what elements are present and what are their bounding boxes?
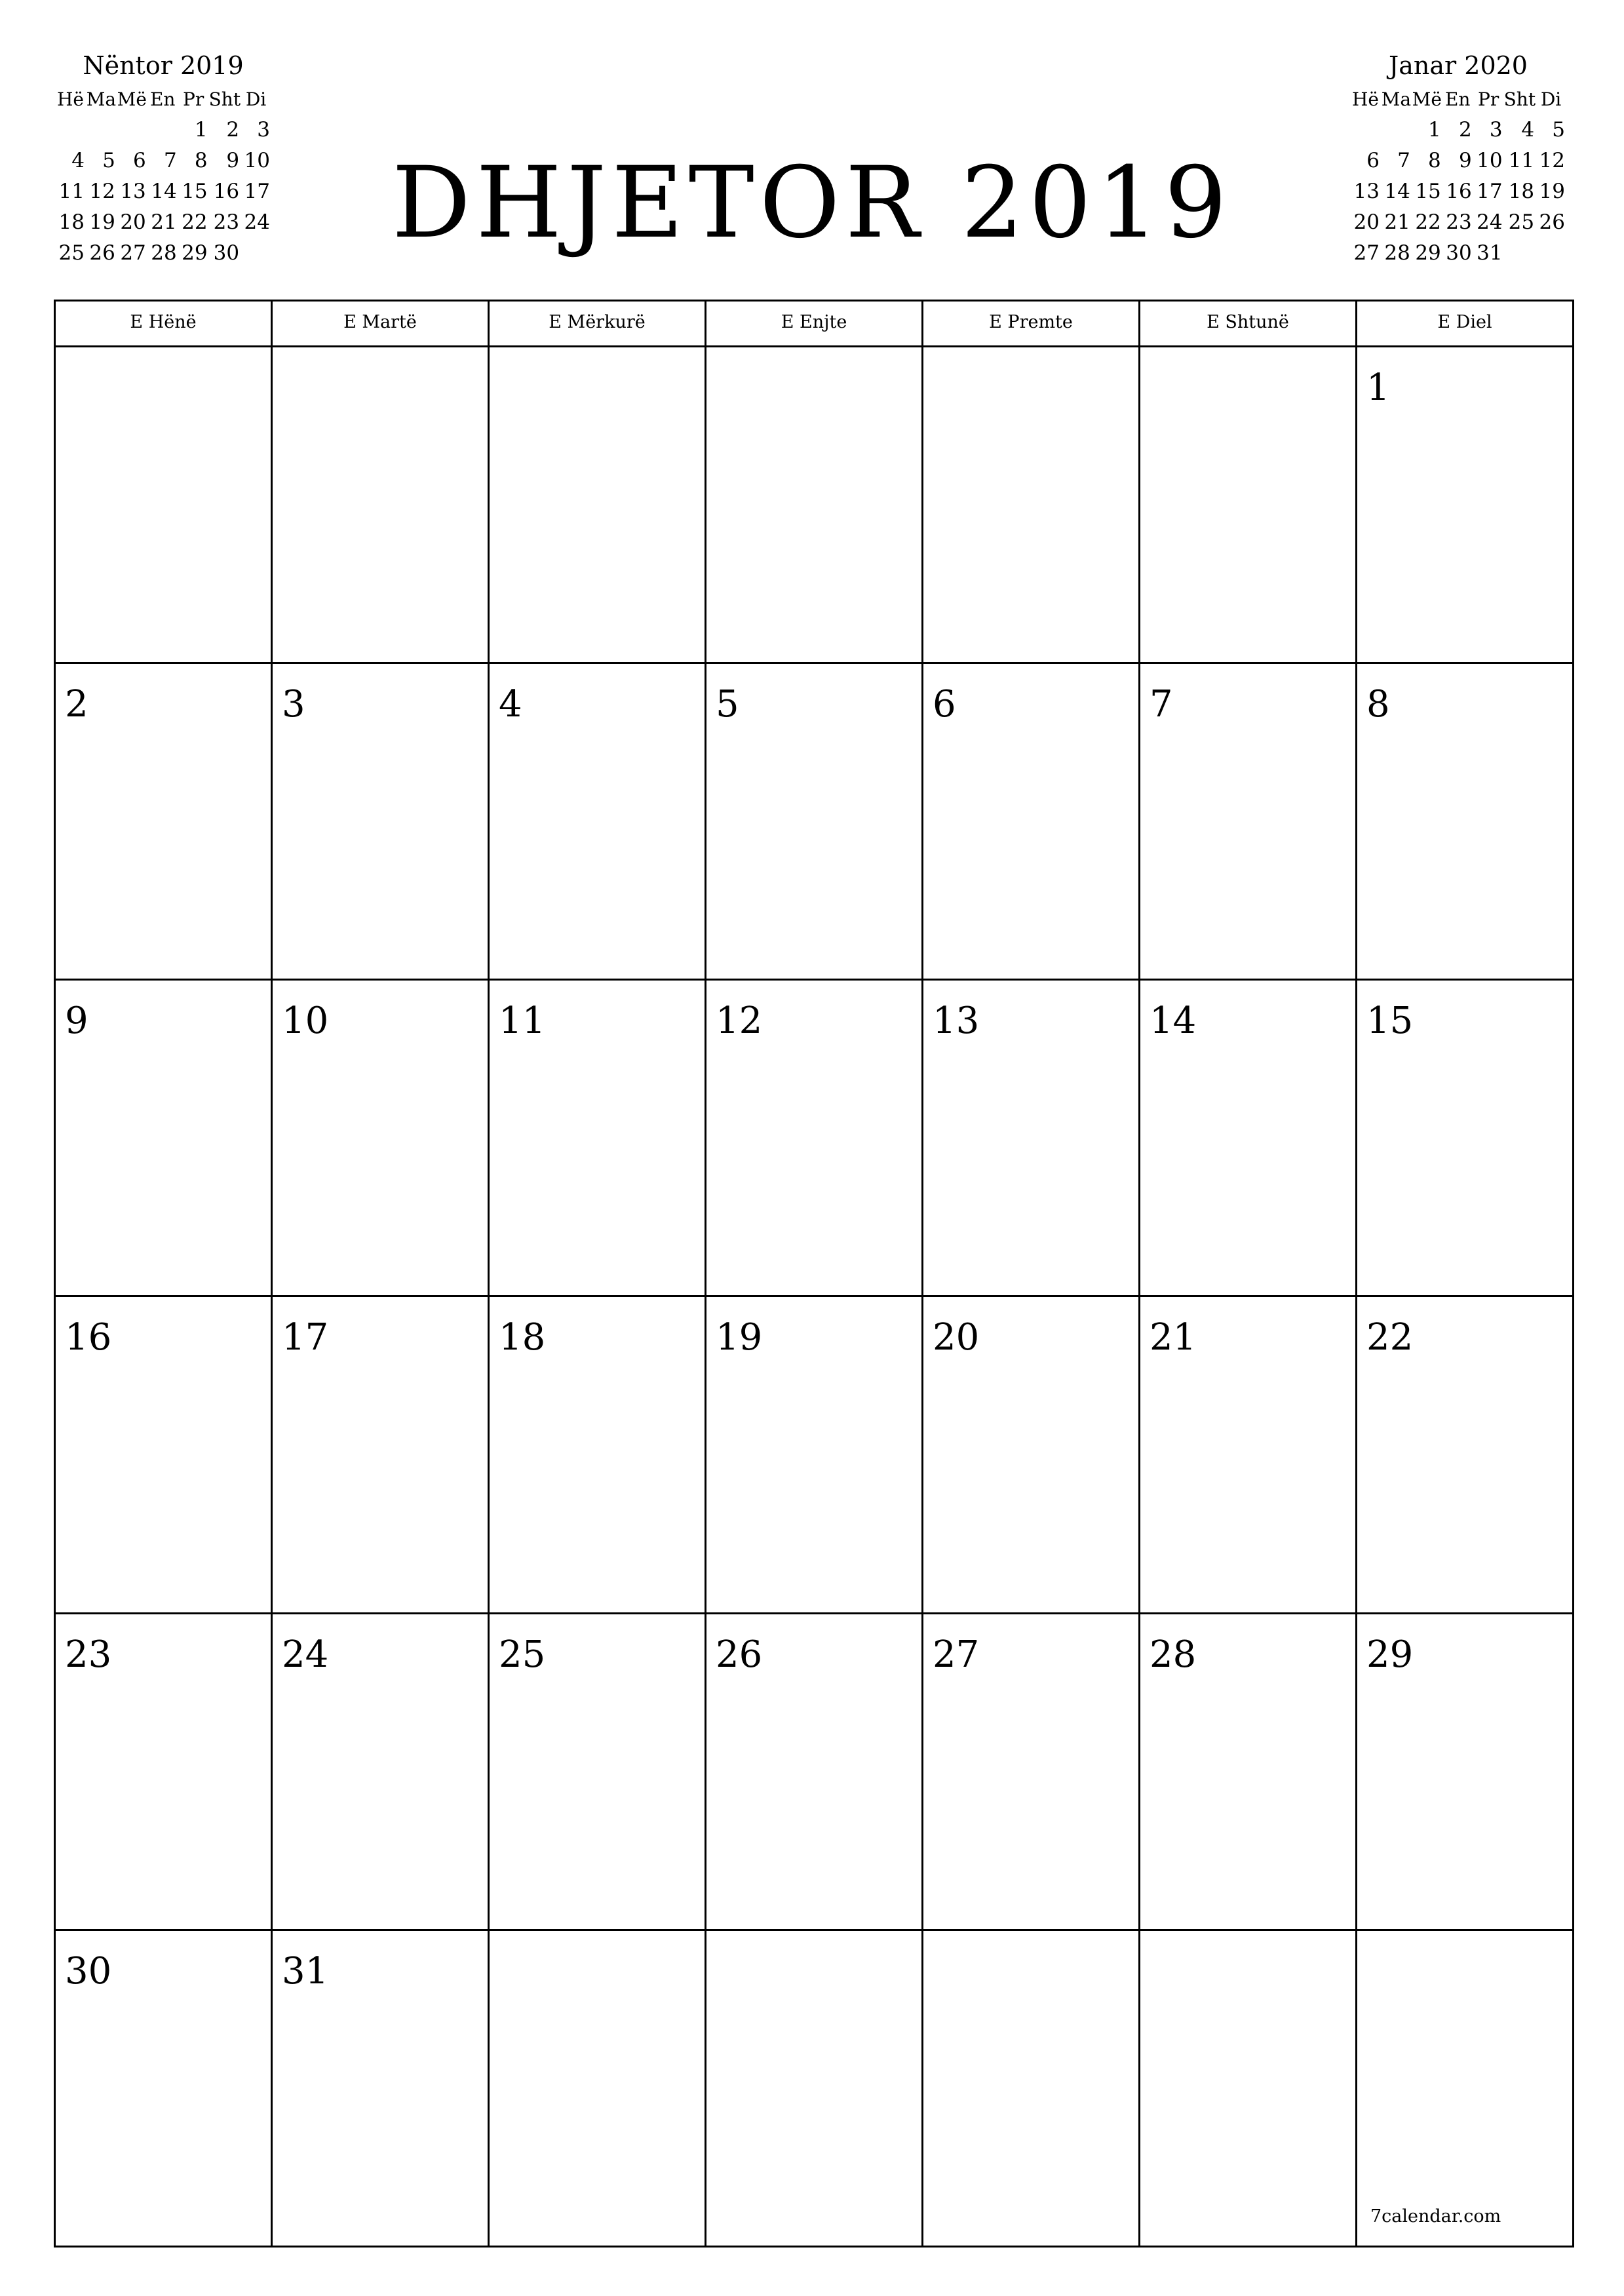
month-grid [54,300,1574,2247]
mini-weekday-label: Më [1412,88,1442,110]
day-cell [1357,664,1574,981]
day-number: 18 [499,1316,546,1359]
day-cell [706,664,923,981]
mini-day-number: 16 [1446,180,1472,203]
mini-day-number: 3 [257,118,270,142]
mini-day-number: 23 [1446,210,1472,234]
mini-day-number: 11 [1508,149,1535,172]
day-number: 8 [1366,683,1390,726]
mini-day-number: 12 [89,180,115,203]
mini-weekday-label: Ma [86,88,117,110]
day-cell [490,981,706,1297]
mini-weekday-label: Ma [1381,88,1412,110]
mini-day-number: 17 [244,180,270,203]
mini-weekday-label: Sht [208,88,241,110]
mini-day-number: 14 [1384,180,1410,203]
mini-day-number: 22 [182,210,208,234]
mini-day-number: 15 [182,180,208,203]
day-number: 26 [716,1633,763,1676]
mini-day-number: 29 [1415,241,1441,265]
mini-day-number: 21 [1384,210,1410,234]
mini-day-number: 10 [1477,149,1503,172]
weekday-header: E Hënë [56,302,273,347]
day-number: 4 [499,683,522,726]
day-cell [1140,1297,1357,1614]
day-number: 10 [282,1000,329,1043]
mini-day-number [1381,115,1412,146]
mini-calendar-grid [55,84,271,269]
mini-day-number [55,115,86,146]
mini-weekday-label: En [149,88,176,110]
day-cell [706,347,923,664]
mini-day-number: 7 [163,149,177,172]
day-cell [273,1297,490,1614]
mini-day-number: 18 [58,210,85,234]
mini-day-number: 29 [182,241,208,265]
mini-day-number: 28 [1384,241,1410,265]
mini-day-number: 8 [194,149,208,172]
day-cell [273,1931,490,2247]
mini-day-number: 30 [1446,241,1472,265]
day-cell [923,347,1140,664]
mini-day-number: 8 [1428,149,1441,172]
day-number: 11 [499,1000,546,1043]
day-number: 29 [1366,1633,1414,1676]
mini-day-number: 27 [1353,241,1380,265]
day-cell [1140,981,1357,1297]
day-cell [56,1297,273,1614]
day-cell [56,347,273,664]
mini-day-number: 24 [1477,210,1503,234]
day-cell [706,1297,923,1614]
mini-day-number [86,115,117,146]
mini-calendar-grid [1350,84,1566,269]
mini-day-number: 25 [1508,210,1535,234]
day-number: 22 [1366,1316,1414,1359]
mini-day-number: 21 [151,210,177,234]
day-cell [1357,1297,1574,1614]
mini-day-number: 15 [1415,180,1441,203]
mini-weekday-label: Hë [56,88,84,110]
mini-day-number [1350,115,1381,146]
mini-day-number: 23 [213,210,240,234]
day-cell [273,1614,490,1931]
day-number: 20 [933,1316,980,1359]
mini-weekday-label: Hë [1351,88,1379,110]
mini-day-number: 27 [120,241,146,265]
mini-day-number: 5 [1552,118,1565,142]
mini-day-number [1536,238,1566,269]
mini-calendar-title: Nëntor 2019 [83,51,244,80]
day-number: 27 [933,1633,980,1676]
mini-day-number: 24 [244,210,270,234]
weekday-header: E Enjte [706,302,923,347]
day-number: 28 [1150,1633,1197,1676]
day-cell [56,981,273,1297]
day-cell [706,1931,923,2247]
day-number: 17 [282,1316,329,1359]
mini-weekday-label: Di [245,88,267,110]
mini-day-number [117,115,147,146]
day-number: 31 [282,1949,329,1993]
weekday-header: E Mërkurë [490,302,706,347]
mini-weekday-label: Pr [183,88,204,110]
day-number: 30 [65,1949,112,1993]
day-cell [490,347,706,664]
day-number: 14 [1150,1000,1197,1043]
mini-day-number: 3 [1489,118,1503,142]
mini-day-number: 2 [1458,118,1472,142]
mini-day-number: 1 [194,118,208,142]
day-number: 2 [65,683,88,726]
mini-day-number: 14 [151,180,177,203]
day-cell [706,981,923,1297]
day-cell [1357,1614,1574,1931]
mini-day-number: 2 [226,118,240,142]
mini-calendar-title: Janar 2020 [1389,51,1528,80]
mini-day-number: 26 [89,241,115,265]
day-number: 23 [65,1633,112,1676]
day-number: 7 [1150,683,1173,726]
mini-day-number: 28 [151,241,177,265]
mini-day-number: 26 [1539,210,1565,234]
mini-weekday-label: Sht [1503,88,1536,110]
day-cell [923,664,1140,981]
day-cell [923,1297,1140,1614]
mini-day-number: 5 [102,149,115,172]
day-cell [1357,981,1574,1297]
mini-day-number: 19 [1539,180,1565,203]
mini-day-number: 31 [1477,241,1503,265]
day-number: 5 [716,683,739,726]
day-number: 15 [1366,1000,1414,1043]
day-number: 9 [65,1000,88,1043]
mini-day-number: 25 [58,241,85,265]
weekday-header: E Premte [923,302,1140,347]
day-cell [923,981,1140,1297]
mini-day-number [241,238,271,269]
day-cell [1357,347,1574,664]
day-cell [706,1614,923,1931]
mini-day-number: 6 [1366,149,1380,172]
mini-day-number: 7 [1397,149,1410,172]
day-cell [1140,1614,1357,1931]
day-number: 25 [499,1633,546,1676]
day-number: 21 [1150,1316,1197,1359]
mini-day-number: 20 [1353,210,1380,234]
watermark-text: 7calendar.com [1370,2206,1501,2227]
weekday-header: E Shtunë [1140,302,1357,347]
mini-day-number: 11 [58,180,85,203]
day-cell [1357,1931,1574,2247]
mini-day-number: 20 [120,210,146,234]
mini-calendar-previous-month [55,47,271,269]
weekday-header: E Diel [1357,302,1574,347]
mini-day-number [1504,238,1536,269]
mini-weekday-label: En [1444,88,1471,110]
day-cell [490,664,706,981]
day-number: 24 [282,1633,329,1676]
day-cell [273,347,490,664]
day-cell [273,981,490,1297]
day-cell [56,1614,273,1931]
mini-weekday-label: Di [1540,88,1562,110]
day-number: 6 [933,683,956,726]
day-cell [490,1614,706,1931]
mini-weekday-label: Më [117,88,147,110]
day-cell [273,664,490,981]
mini-day-number: 10 [244,149,270,172]
day-number: 3 [282,683,305,726]
day-cell [56,664,273,981]
mini-day-number: 9 [226,149,240,172]
mini-calendar-next-month [1350,47,1566,269]
mini-day-number: 30 [213,241,240,265]
mini-day-number: 18 [1508,180,1535,203]
mini-day-number: 1 [1428,118,1441,142]
mini-day-number: 6 [133,149,146,172]
mini-day-number [147,115,178,146]
mini-day-number: 13 [120,180,146,203]
day-cell [490,1931,706,2247]
day-number: 13 [933,1000,980,1043]
mini-day-number: 16 [213,180,240,203]
day-number: 1 [1366,366,1390,409]
day-cell [490,1297,706,1614]
mini-day-number: 22 [1415,210,1441,234]
mini-day-number: 9 [1458,149,1472,172]
day-cell [1140,347,1357,664]
page-title: DHJETOR 2019 [391,146,1233,260]
day-cell [1140,664,1357,981]
mini-day-number: 4 [1521,118,1535,142]
day-cell [1140,1931,1357,2247]
day-cell [923,1931,1140,2247]
mini-weekday-label: Pr [1478,88,1499,110]
mini-day-number: 13 [1353,180,1380,203]
mini-day-number: 17 [1477,180,1503,203]
mini-day-number: 19 [89,210,115,234]
day-cell [923,1614,1140,1931]
day-cell [56,1931,273,2247]
mini-day-number: 4 [71,149,85,172]
day-number: 12 [716,1000,763,1043]
day-number: 19 [716,1316,763,1359]
mini-day-number: 12 [1539,149,1565,172]
weekday-header: E Martë [273,302,490,347]
day-number: 16 [65,1316,112,1359]
